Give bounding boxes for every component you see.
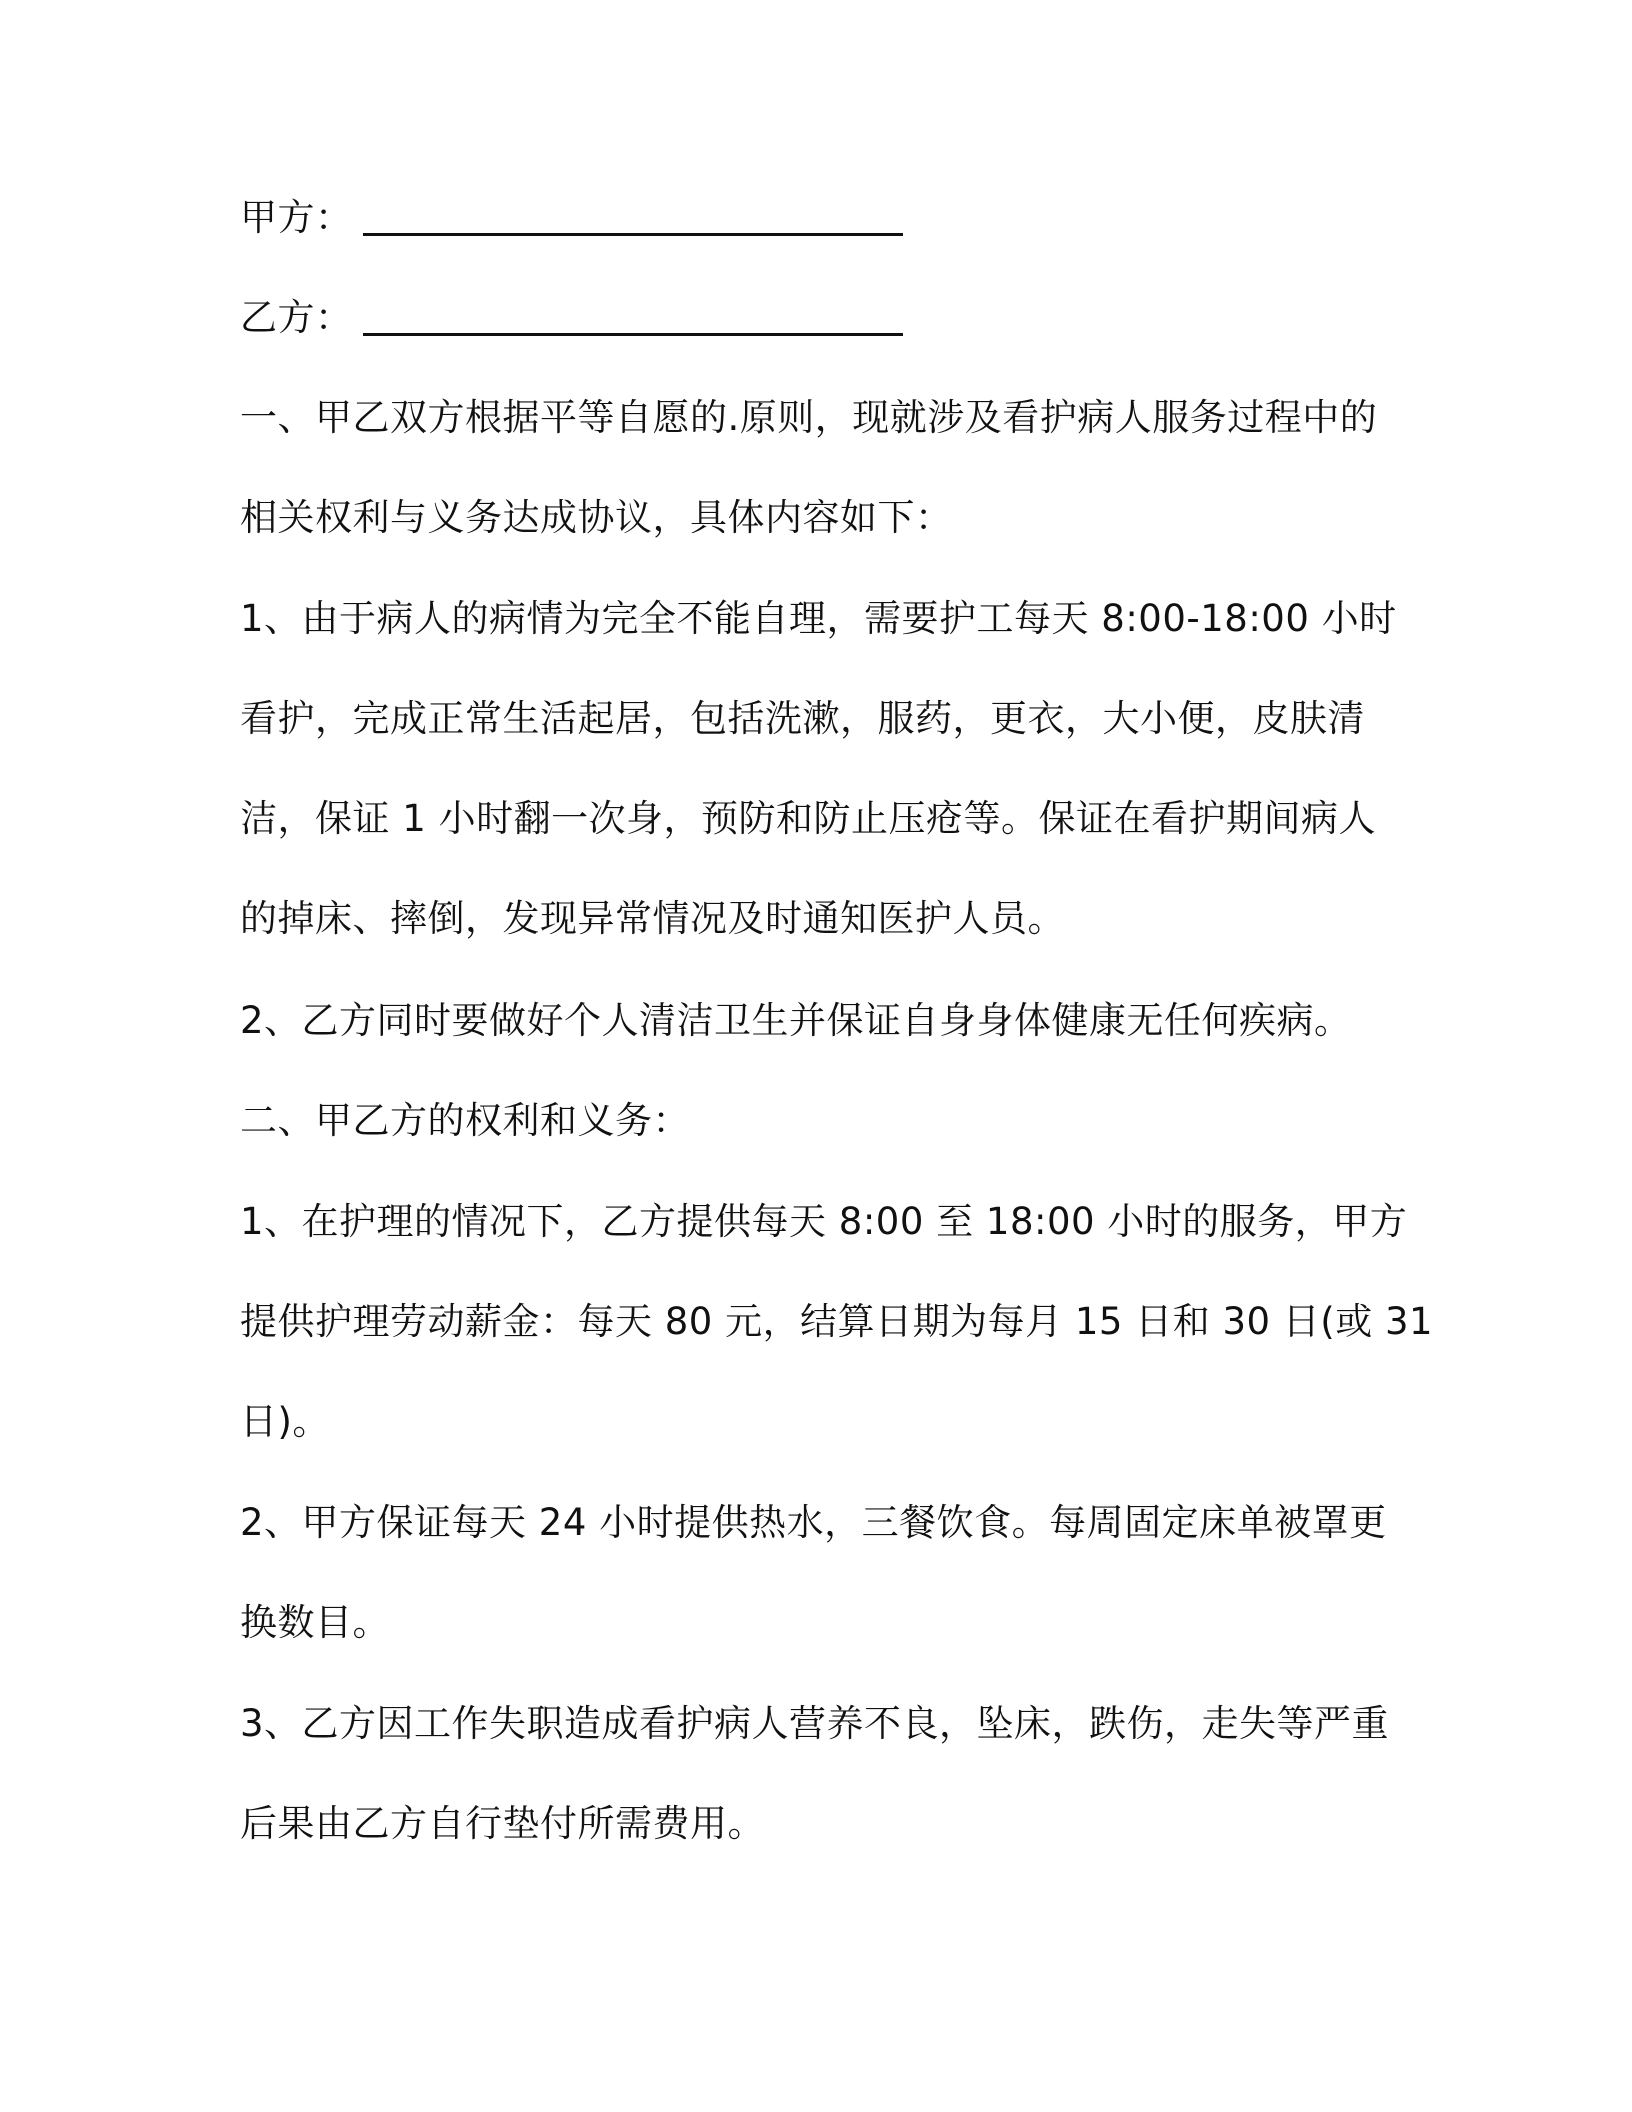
clause-1-1-line-2: 看护，完成正常生活起居，包括洗漱，服药，更衣，大小便，皮肤清: [240, 697, 1365, 740]
clause-2-1-line-2: 提供护理劳动薪金：每天 80 元，结算日期为每月 15 日和 30 日(或 31: [240, 1300, 1434, 1343]
party-b-row: [240, 293, 903, 343]
clause-2-2-line-2: 换数目。: [240, 1601, 390, 1644]
clause-2-1-line-3: 日)。: [240, 1400, 330, 1443]
clause-2-1-line-1: 1、在护理的情况下，乙方提供每天 8:00 至 18:00 小时的服务，甲方: [240, 1200, 1408, 1243]
document-page: [240, 0, 1434, 2112]
party-a-row: [240, 193, 903, 243]
clause-2-3-line-2: 后果由乙方自行垫付所需费用。: [240, 1802, 765, 1845]
clause-1-1-line-4: 的掉床、摔倒，发现异常情况及时通知医护人员。: [240, 897, 1065, 940]
section-2-heading: 二、甲乙方的权利和义务：: [240, 1099, 690, 1142]
section-1-intro-line-2: 相关权利与义务达成协议，具体内容如下：: [240, 496, 953, 539]
party-a-blank-line: [363, 193, 903, 236]
clause-2-2-line-1: 2、甲方保证每天 24 小时提供热水，三餐饮食。每周固定床单被罩更: [240, 1501, 1387, 1544]
clause-1-1-line-1: 1、由于病人的病情为完全不能自理，需要护工每天 8:00-18:00 小时: [240, 597, 1397, 640]
clause-2-3-line-1: 3、乙方因工作失职造成看护病人营养不良，坠床，跌伤，走失等严重: [240, 1702, 1390, 1745]
party-a-label: 甲方：: [240, 196, 353, 239]
clause-1-2-line-1: 2、乙方同时要做好个人清洁卫生并保证自身身体健康无任何疾病。: [240, 999, 1352, 1042]
section-1-intro-line-1: 一、甲乙双方根据平等自愿的.原则，现就涉及看护病人服务过程中的: [240, 396, 1378, 439]
party-b-label: 乙方：: [240, 296, 353, 339]
party-b-blank-line: [363, 293, 903, 336]
clause-1-1-line-3: 洁，保证 1 小时翻一次身，预防和防止压疮等。保证在看护期间病人: [240, 797, 1377, 840]
